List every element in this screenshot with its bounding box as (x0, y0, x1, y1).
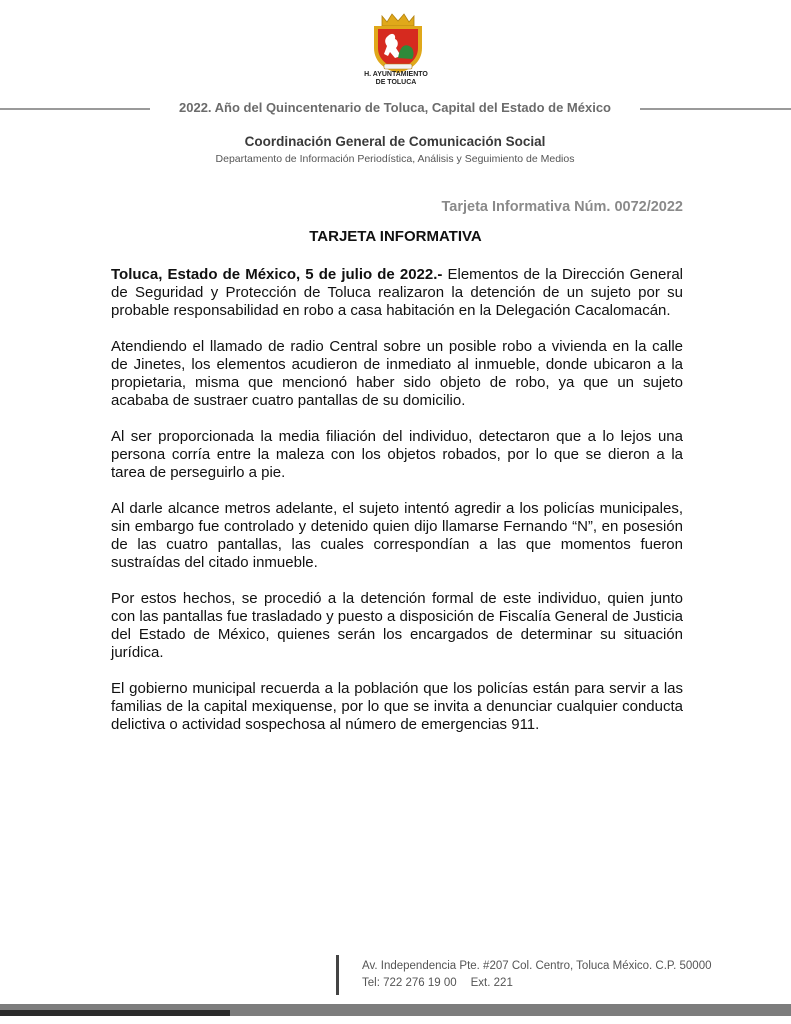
paragraph-1-text: Elementos de la Dirección General de Seguridad y Protección de Toluca realizaron la detención de un sujeto por su probable responsabilidad en robo a casa habitación en la Delegación Cacalomacán. (111, 266, 683, 319)
card-title: TARJETA INFORMATIVA (309, 228, 482, 245)
organization-name (335, 71, 457, 87)
banner-divider-left (0, 108, 150, 110)
paragraph-2: Atendiendo el llamado de radio Central sobre un posible robo a vivienda en la calle de Jinetes, los elementos acudieron de inmediato al inmueble, donde ubicaron a la propietaria, misma que mencionó haber sido objeto de robo, ya que un sujeto acababa de sustraer cuatro pantallas de su domicilio. (111, 338, 683, 409)
footer-divider (336, 955, 339, 995)
paragraph-1 (111, 266, 683, 320)
press-release-body (111, 266, 683, 752)
footer-accent-stripe (0, 1010, 230, 1016)
footer-phone: Tel: 722 276 19 00 (362, 977, 457, 989)
paragraph-5: Por estos hechos, se procedió a la detención formal de este individuo, quien junto con las pantallas fue trasladado y puesto a disposición de Fiscalía General de Justicia del Estado de México, quienes serán los encargados de determinar su situación jurídica. (111, 590, 683, 661)
banner-divider-right (640, 108, 791, 110)
paragraph-4: Al darle alcance metros adelante, el sujeto intentó agredir a los policías municipales, sin embargo fue controlado y detenido quien dijo llamarse Fernando “N”, en posesión de las cuatro pantallas, las cuales correspondían a las que momentos fueron sustraídas del citado inmueble. (111, 500, 683, 571)
footer-contact (362, 977, 513, 989)
toluca-coat-of-arms-icon (368, 12, 428, 74)
dateline: Toluca, Estado de México, 5 de julio de 2022.- (111, 266, 443, 283)
org-name-line-1: H. AYUNTAMIENTO (364, 71, 428, 78)
footer-extension: Ext. 221 (470, 977, 513, 989)
department-subtitle: Departamento de Información Periodística, Análisis y Seguimiento de Medios (215, 153, 575, 165)
coordination-title: Coordinación General de Comunicación Social (244, 134, 546, 149)
commemorative-banner (0, 97, 791, 119)
banner-text: 2022. Año del Quincentenario de Toluca, Capital del Estado de México (179, 100, 611, 115)
paragraph-6: El gobierno municipal recuerda a la población que los policías están para servir a las familias de la capital mexiquense, por lo que se invita a denunciar cualquier conducta delictiva o actividad sospechosa al número de emergencias 911. (111, 680, 683, 733)
card-number: Tarjeta Informativa Núm. 0072/2022 (441, 199, 683, 215)
paragraph-3: Al ser proporcionada la media filiación del individuo, detectaron que a lo lejos una persona corría entre la maleza con los objetos robados, por lo que se dieron a la tarea de perseguirlo a pie. (111, 428, 683, 481)
footer-address: Av. Independencia Pte. #207 Col. Centro, Toluca México. C.P. 50000 (362, 960, 712, 972)
org-name-line-2: DE TOLUCA (375, 79, 417, 86)
